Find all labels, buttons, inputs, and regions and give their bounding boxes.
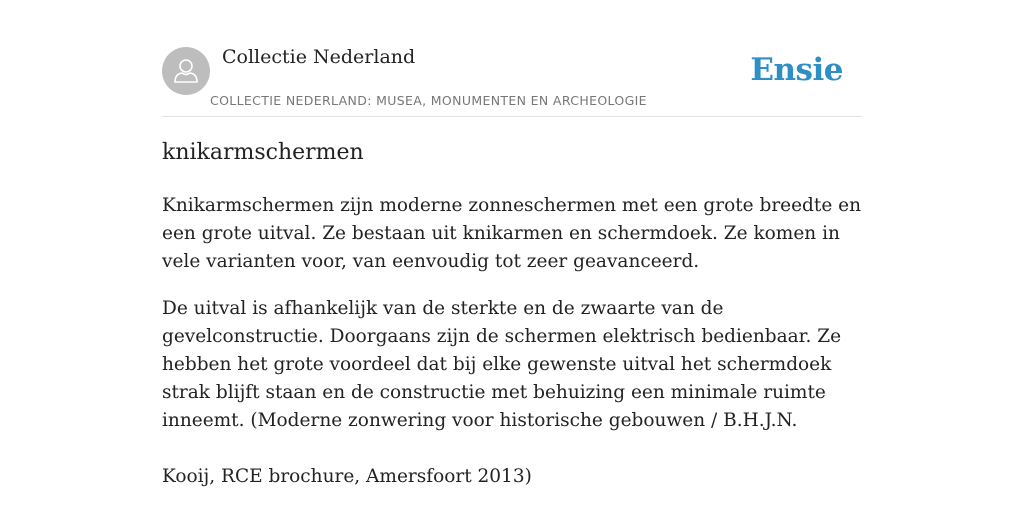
user-silhouette-icon <box>162 47 210 95</box>
entry-title: knikarmschermen <box>162 140 364 165</box>
author-avatar[interactable] <box>162 47 210 95</box>
entry-paragraph: Kooij, RCE brochure, Amersfoort 2013) <box>162 466 532 487</box>
entry-paragraph: Knikarmschermen zijn moderne zonneschermen met een grote breedte en een grote uitval. Ze bestaan uit knikarmen en schermdoek. Ze komen in vele varianten voor, van eenvoudig tot zeer geavanceerd. <box>162 195 862 272</box>
entry-paragraph: De uitval is afhankelijk van de sterkte en de zwaarte van de gevelconstructie. Doorgaans zijn de schermen elektrisch bedienbaar. Ze hebben het grote voordeel dat bij elke gewenste uitval het schermdoek strak blijft staan en de constructie met behuizing een minimale ruimte inneemt. (Moderne zonwering voor historische gebouwen / B.H.J.N. <box>162 298 842 431</box>
collection-name-link[interactable]: COLLECTIE NEDERLAND: MUSEA, MONUMENTEN EN ARCHEOLOGIE <box>210 93 647 108</box>
entry-card <box>162 0 862 487</box>
entry-header <box>162 0 862 117</box>
author-name-link[interactable]: Collectie Nederland <box>222 46 416 68</box>
ensie-logo-link[interactable]: Ensie <box>750 52 843 88</box>
